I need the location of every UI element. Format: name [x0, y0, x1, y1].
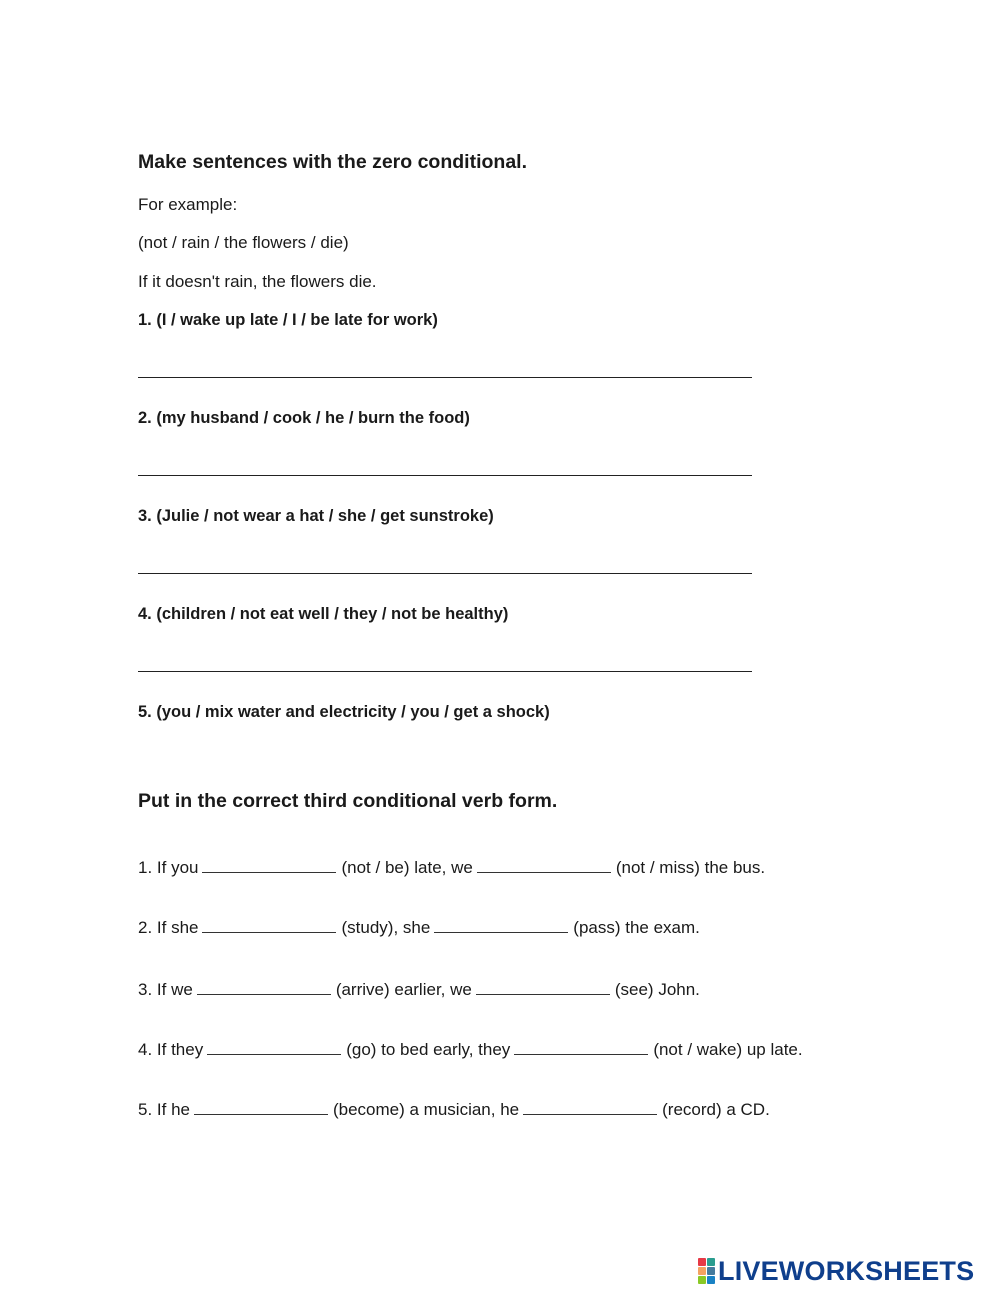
blank-4a[interactable] [207, 1040, 341, 1055]
item-text: (pass) the exam. [573, 918, 700, 937]
example-label: For example: [138, 195, 238, 214]
answer-line-1[interactable] [138, 377, 752, 378]
blank-2b[interactable] [434, 918, 568, 933]
blank-4b[interactable] [514, 1040, 648, 1055]
item-text: 1. If you [138, 858, 199, 877]
logo-block [698, 1276, 706, 1284]
third-conditional-item-2 [138, 918, 700, 938]
logo-text: LIVEWORKSHEETS [718, 1255, 975, 1286]
answer-line-4[interactable] [138, 671, 752, 672]
item-text: (see) John. [614, 980, 700, 999]
item-text: (not / wake) up late. [653, 1040, 803, 1059]
logo-blocks-icon [698, 1258, 715, 1284]
example-prompt: (not / rain / the flowers / die) [138, 233, 349, 252]
item-text: (record) a CD. [662, 1100, 770, 1119]
section2-title: Put in the correct third conditional verb form. [138, 790, 558, 812]
zero-conditional-item-4: 4. (children / not eat well / they / not be healthy) [138, 605, 509, 623]
logo-block [707, 1267, 715, 1275]
blank-1a[interactable] [202, 858, 336, 873]
third-conditional-item-4 [138, 1040, 803, 1060]
logo-block [707, 1258, 715, 1266]
blank-1b[interactable] [477, 858, 611, 873]
third-conditional-item-3 [138, 980, 700, 1000]
blank-5b[interactable] [523, 1100, 657, 1115]
item-text: (study), she [341, 918, 431, 937]
item-text: 2. If she [138, 918, 199, 937]
zero-conditional-item-1: 1. (I / wake up late / I / be late for work) [138, 311, 438, 329]
item-text: 3. If we [138, 980, 193, 999]
item-text: 4. If they [138, 1040, 204, 1059]
item-text: (go) to bed early, they [346, 1040, 511, 1059]
item-text: (not / miss) the bus. [615, 858, 766, 877]
blank-3b[interactable] [476, 980, 610, 995]
zero-conditional-item-5: 5. (you / mix water and electricity / you / get a shock) [138, 703, 550, 721]
logo-block [698, 1258, 706, 1266]
answer-line-3[interactable] [138, 573, 752, 574]
item-text: 5. If he [138, 1100, 190, 1119]
item-text: (not / be) late, we [341, 858, 473, 877]
logo-block [707, 1276, 715, 1284]
third-conditional-item-1 [138, 858, 765, 878]
item-text: (arrive) earlier, we [335, 980, 472, 999]
zero-conditional-item-3: 3. (Julie / not wear a hat / she / get sunstroke) [138, 507, 494, 525]
logo-block [698, 1267, 706, 1275]
zero-conditional-item-2: 2. (my husband / cook / he / burn the food) [138, 409, 470, 427]
answer-line-2[interactable] [138, 475, 752, 476]
third-conditional-item-5 [138, 1100, 770, 1120]
liveworksheets-logo [698, 1256, 974, 1286]
section1-title: Make sentences with the zero conditional. [138, 151, 528, 173]
example-answer: If it doesn't rain, the flowers die. [138, 272, 377, 291]
blank-5a[interactable] [194, 1100, 328, 1115]
blank-2a[interactable] [202, 918, 336, 933]
blank-3a[interactable] [197, 980, 331, 995]
item-text: (become) a musician, he [332, 1100, 520, 1119]
